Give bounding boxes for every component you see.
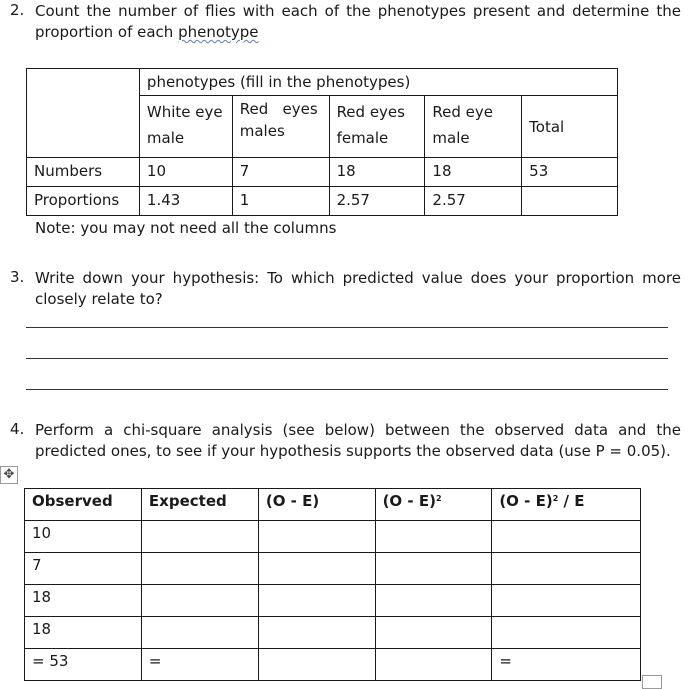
phenotype-table — [26, 68, 618, 216]
expected-4[interactable] — [141, 617, 258, 649]
expected-2[interactable] — [141, 553, 258, 585]
proportions-c4[interactable]: 2.57 — [425, 187, 522, 216]
sq-superscript: 2 — [435, 494, 442, 503]
q4-line1: Perform a chi-square analysis (see below) between the observed data and the — [35, 421, 681, 439]
o-e-1[interactable] — [258, 521, 375, 553]
header-chi — [492, 489, 641, 521]
q3-line1: Write down your hypothesis: To which predicted value does your proportion more — [35, 269, 681, 287]
col3-line1: Red eyes — [336, 103, 405, 121]
q2-line2-prefix: proportion of each — [35, 23, 179, 41]
numbers-c2[interactable]: 7 — [232, 158, 329, 187]
o-e-sq-1[interactable] — [375, 521, 492, 553]
chi-sq-superscript: 2 — [552, 494, 559, 503]
numbers-c1[interactable]: 10 — [139, 158, 232, 187]
chi-square-table — [24, 488, 641, 681]
o-e-2[interactable] — [258, 553, 375, 585]
header-observed: Observed — [25, 489, 142, 521]
expected-total[interactable]: = — [141, 649, 258, 681]
numbers-c4[interactable]: 18 — [425, 158, 522, 187]
q4-text — [35, 420, 681, 462]
numbers-c3[interactable]: 18 — [329, 158, 425, 187]
col1-line2: male — [146, 129, 185, 147]
chi-text: (O - E) — [499, 492, 553, 510]
expected-1[interactable] — [141, 521, 258, 553]
answer-line-2[interactable] — [26, 358, 668, 359]
observed-3[interactable]: 18 — [25, 585, 142, 617]
proportions-c1[interactable]: 1.43 — [139, 187, 232, 216]
q2-line2 — [35, 22, 681, 43]
observed-total[interactable]: = 53 — [25, 649, 142, 681]
row-proportions-label: Proportions — [27, 187, 140, 216]
o-e-4[interactable] — [258, 617, 375, 649]
o-e-sq-4[interactable] — [375, 617, 492, 649]
over-e-text: / E — [558, 492, 585, 510]
q2-underlined-word: phenotype — [178, 23, 259, 41]
q4-line2: predicted ones, to see if your hypothesis supports the observed data (use P = 0.05). — [35, 442, 671, 460]
q3-text — [35, 268, 681, 310]
table1-col1-header[interactable] — [139, 96, 232, 158]
proportions-c2[interactable]: 1 — [232, 187, 329, 216]
table1-col4-header[interactable] — [425, 96, 522, 158]
observed-1[interactable]: 10 — [25, 521, 142, 553]
col4-line1: Red eye — [432, 103, 494, 121]
chi-1[interactable] — [492, 521, 641, 553]
row-numbers-label: Numbers — [27, 158, 140, 187]
table1-col3-header[interactable] — [329, 96, 425, 158]
observed-4[interactable]: 18 — [25, 617, 142, 649]
observed-2[interactable]: 7 — [25, 553, 142, 585]
resize-handle-icon[interactable] — [642, 675, 662, 689]
o-e-sq-2[interactable] — [375, 553, 492, 585]
chi-3[interactable] — [492, 585, 641, 617]
q3-line2: closely relate to? — [35, 290, 163, 308]
table1-note: Note: you may not need all the columns — [35, 219, 337, 237]
table1-total-header[interactable]: Total — [522, 96, 618, 158]
header-o-minus-e-sq — [375, 489, 492, 521]
answer-line-1[interactable] — [26, 327, 668, 328]
col3-line2: female — [336, 129, 389, 147]
table1-empty-corner — [27, 69, 140, 158]
chi-4[interactable] — [492, 617, 641, 649]
q2-line1: Count the number of flies with each of the phenotypes present and determine the — [35, 2, 681, 20]
o-e-sq-3[interactable] — [375, 585, 492, 617]
q4-number: 4. — [10, 420, 25, 438]
col4-line2: male — [432, 129, 470, 147]
chi-2[interactable] — [492, 553, 641, 585]
q2-number: 2. — [10, 1, 25, 19]
o-e-3[interactable] — [258, 585, 375, 617]
o-e-sq-total[interactable] — [375, 649, 492, 681]
q3-number: 3. — [10, 268, 25, 286]
q2-text — [35, 1, 681, 43]
header-o-minus-e: (O - E) — [258, 489, 375, 521]
expected-3[interactable] — [141, 585, 258, 617]
chi-total[interactable]: = — [492, 649, 641, 681]
header-expected: Expected — [141, 489, 258, 521]
answer-line-3[interactable] — [26, 389, 668, 390]
col1-line1: White eye — [146, 103, 223, 121]
table1-header-span: phenotypes (fill in the phenotypes) — [139, 69, 617, 96]
numbers-total[interactable]: 53 — [522, 158, 618, 187]
o-e-total[interactable] — [258, 649, 375, 681]
move-arrows-icon[interactable]: ✥ — [0, 466, 18, 484]
o-minus-e-sq-text: (O - E) — [382, 492, 436, 510]
proportions-c3[interactable]: 2.57 — [329, 187, 425, 216]
proportions-total[interactable] — [522, 187, 618, 216]
table1-col2-header[interactable]: Red eyes males — [232, 96, 329, 158]
